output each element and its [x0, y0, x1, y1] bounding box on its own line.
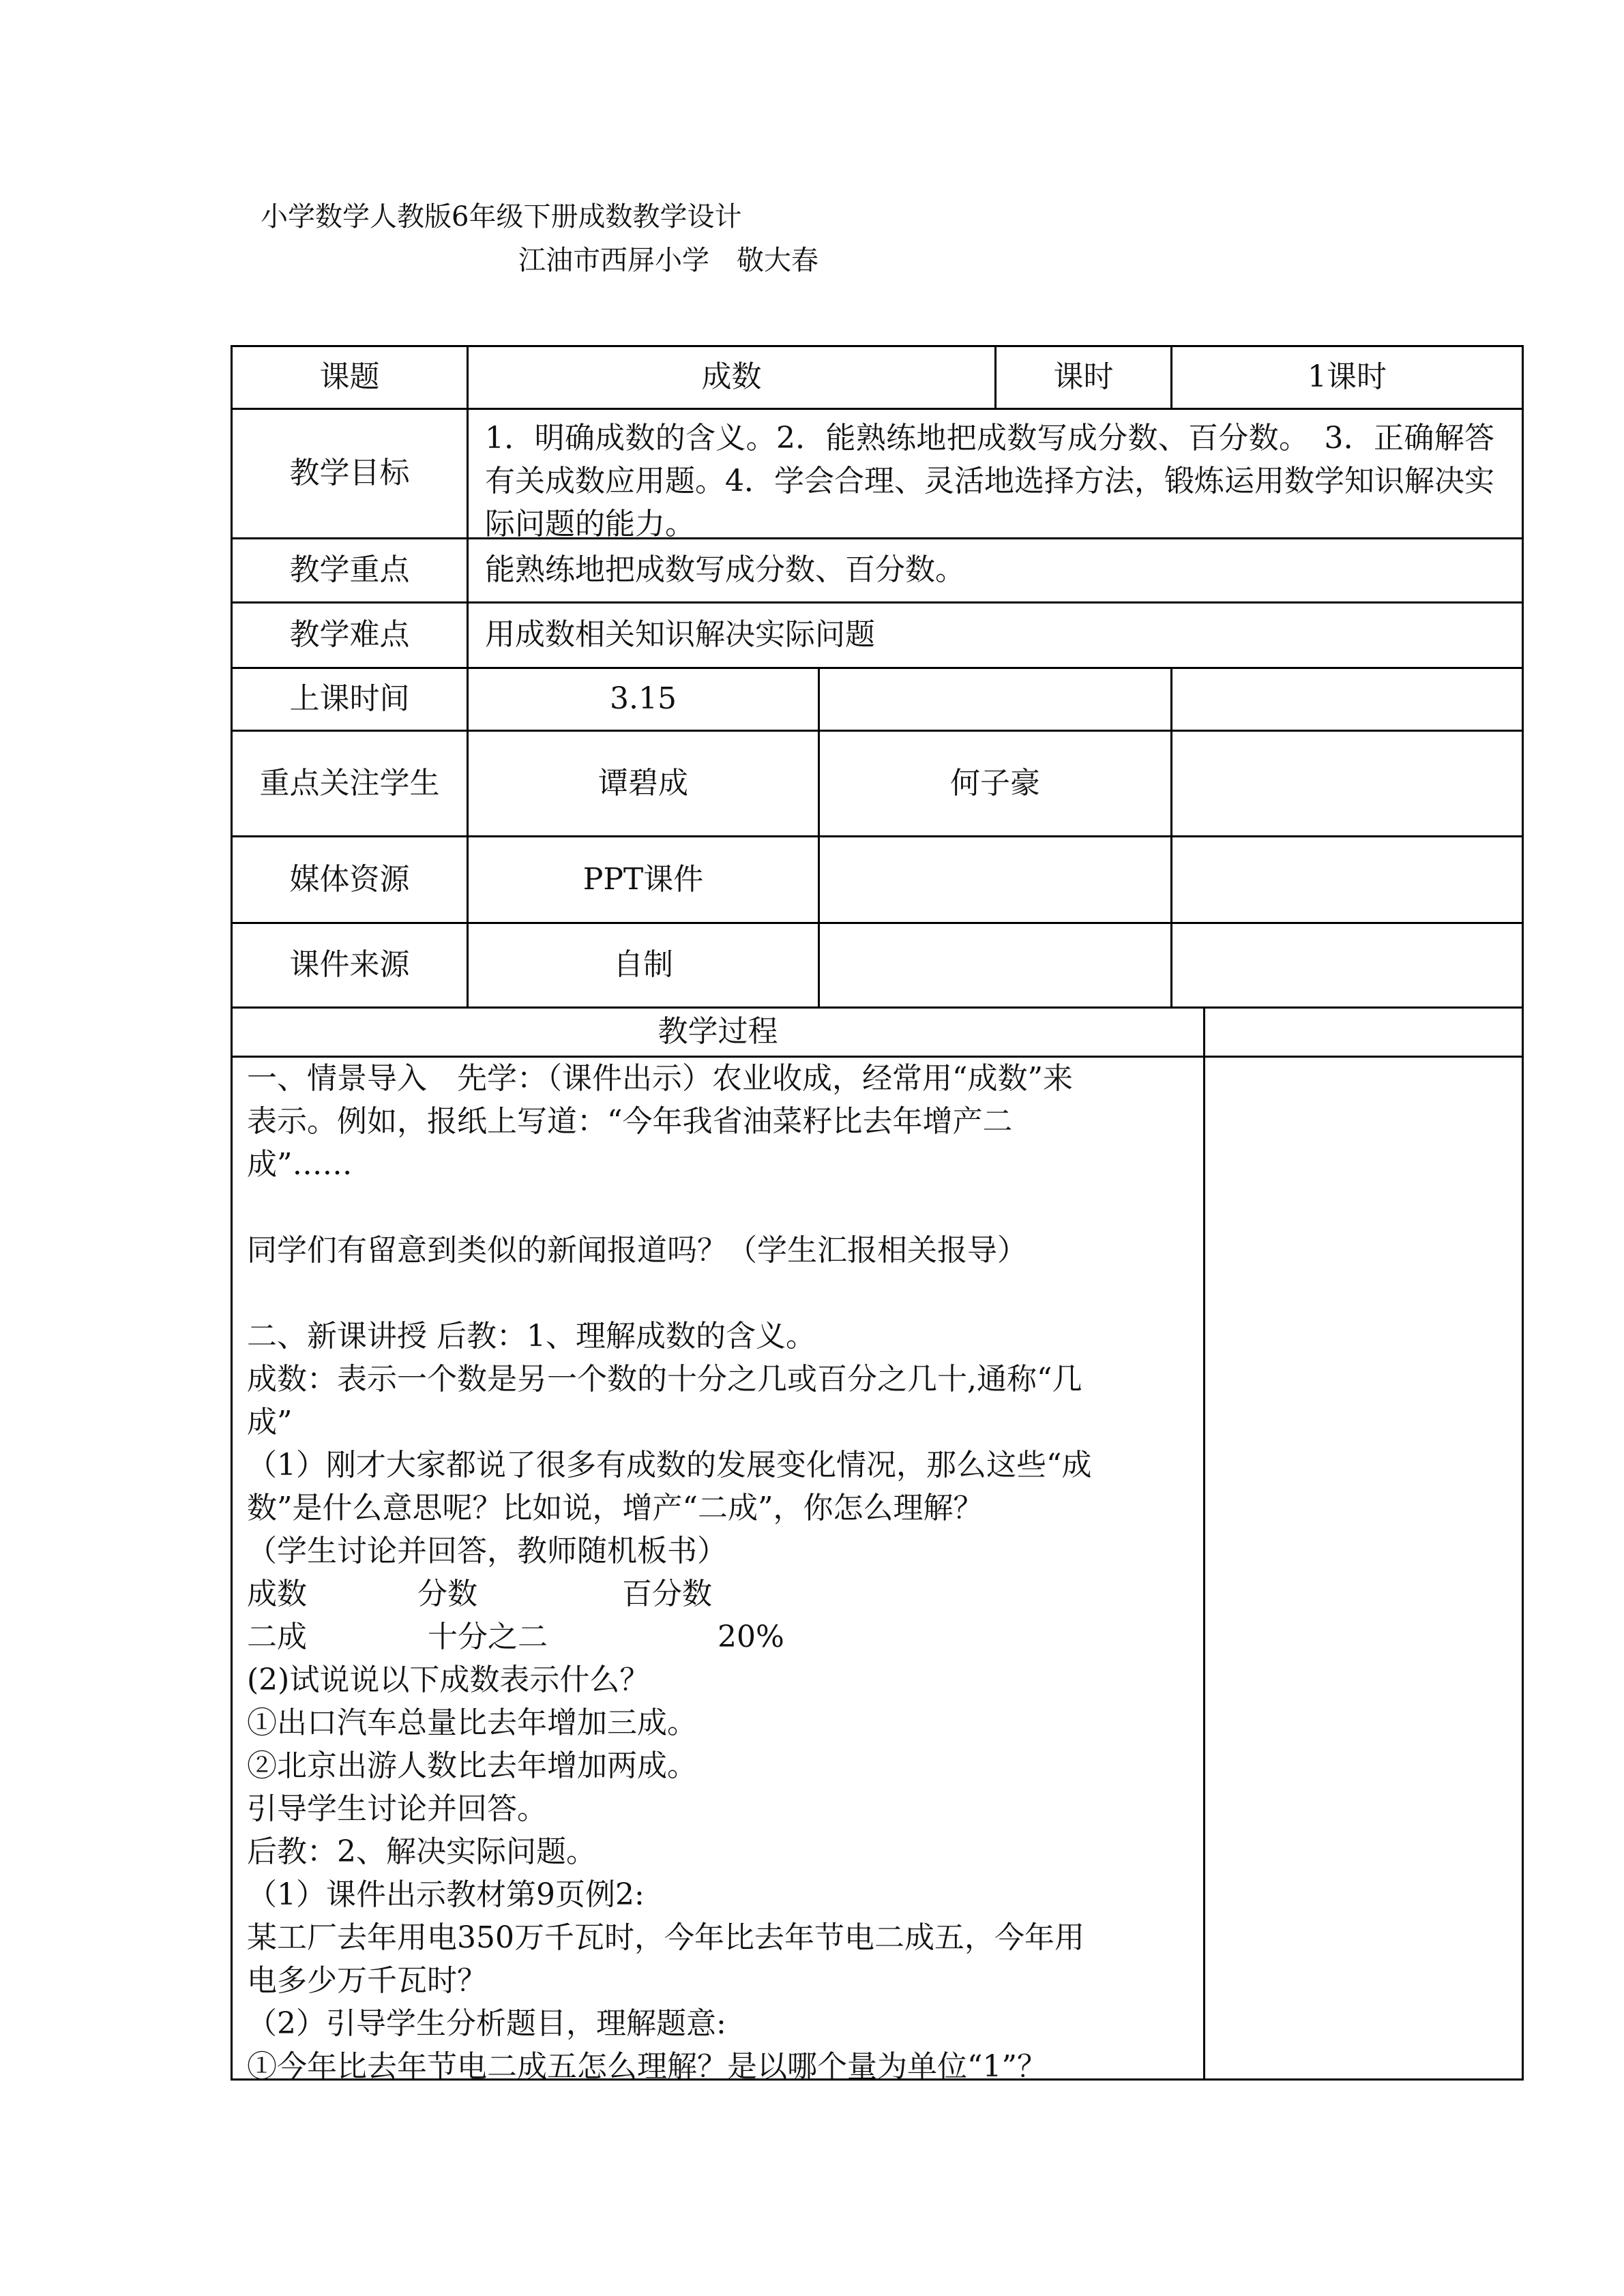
process-line: （1）刚才大家都说了很多有成数的发展变化情况，那么这些“成	[247, 1448, 1092, 1482]
goals-label: 教学目标	[289, 456, 410, 491]
blank-line	[247, 1272, 1195, 1315]
process-line: 一、情景导入 先学：（课件出示）农业收成，经常用“成数”来	[247, 1061, 1073, 1096]
difficulty-value: 用成数相关知识解决实际问题	[485, 617, 875, 653]
process-line: 引导学生讨论并回答。	[247, 1791, 547, 1826]
process-line: （2）引导学生分析题目，理解题意:	[247, 2006, 726, 2041]
process-line: （学生讨论并回答，教师随机板书）	[247, 1534, 727, 1568]
media-label: 媒体资源	[289, 861, 410, 897]
process-line: ②北京出游人数比去年增加两成。	[247, 1748, 697, 1783]
board-header-cell: 成数	[247, 1577, 307, 1611]
period-value: 1课时	[1308, 359, 1387, 395]
table-border	[1170, 667, 1172, 1009]
source-value: 自制	[613, 947, 673, 983]
table-border	[818, 667, 820, 1009]
board-value-row	[247, 1615, 1195, 1658]
class-time-value: 3.15	[610, 681, 677, 717]
topic-value: 成数	[701, 359, 762, 395]
period-label: 课时	[1053, 359, 1114, 395]
process-line: 同学们有留意到类似的新闻报道吗？（学生汇报相关报导）	[247, 1233, 1027, 1268]
goals-value: 1．明确成数的含义。2．能熟练地把成数写成分数、百分数。 3．正确解答有关成数应用题。4．学会合理、灵活地选择方法，锻炼运用数学知识解决实际问题的能力。	[485, 421, 1494, 541]
class-time-label: 上课时间	[289, 681, 410, 717]
process-line: 某工厂去年用电350万千瓦时，今年比去年节电二成五，今年用	[247, 1920, 1084, 1955]
process-line: 成数：表示一个数是另一个数的十分之几或百分之几十,通称“几	[247, 1362, 1082, 1397]
process-content	[247, 1057, 1195, 2088]
process-line: （1）课件出示教材第9页例2:	[247, 1877, 645, 1912]
process-line: 成”……	[247, 1147, 353, 1182]
board-header-row	[247, 1572, 1195, 1615]
board-value-cell: 二成	[247, 1620, 307, 1654]
process-line: ①今年比去年节电二成五怎么理解？是以哪个量为单位“1”？	[247, 2049, 1047, 2084]
media-value: PPT课件	[582, 861, 704, 897]
board-header-cell: 分数	[417, 1577, 477, 1611]
focus-student-2: 何子豪	[950, 765, 1040, 801]
focus-student-1: 谭碧成	[598, 765, 688, 801]
key-point-value: 能熟练地把成数写成分数、百分数。	[485, 552, 965, 588]
process-line: 数”是什么意思呢？比如说，增产“二成”，你怎么理解？	[247, 1491, 984, 1525]
process-heading: 教学过程	[658, 1014, 778, 1049]
process-line: ①出口汽车总量比去年增加三成。	[247, 1705, 697, 1740]
board-header-cell: 百分数	[622, 1577, 712, 1611]
table-border	[1203, 1007, 1205, 2081]
focus-students-label: 重点关注学生	[259, 765, 440, 801]
difficulty-label: 教学难点	[289, 617, 410, 653]
key-point-label: 教学重点	[289, 552, 410, 588]
process-line: (2)试说说以下成数表示什么？	[247, 1663, 650, 1697]
board-value-cell: 20%	[718, 1620, 784, 1654]
source-label: 课件来源	[289, 947, 410, 983]
table-border	[1522, 345, 1524, 2081]
process-line: 二、新课讲授 后教：1、理解成数的含义。	[247, 1319, 816, 1354]
process-line: 成”	[247, 1405, 293, 1440]
blank-line	[247, 1186, 1195, 1229]
document-author: 江油市西屏小学 敬大春	[518, 245, 818, 276]
board-value-cell: 十分之二	[428, 1620, 548, 1654]
document-title: 小学数学人教版6年级下册成数教学设计	[261, 201, 742, 233]
process-line: 电多少万千瓦时？	[247, 1963, 487, 1998]
process-line: 表示。例如，报纸上写道：“今年我省油菜籽比去年增产二	[247, 1104, 1013, 1139]
topic-label: 课题	[319, 359, 380, 395]
process-line: 后教：2、解决实际问题。	[247, 1834, 596, 1869]
